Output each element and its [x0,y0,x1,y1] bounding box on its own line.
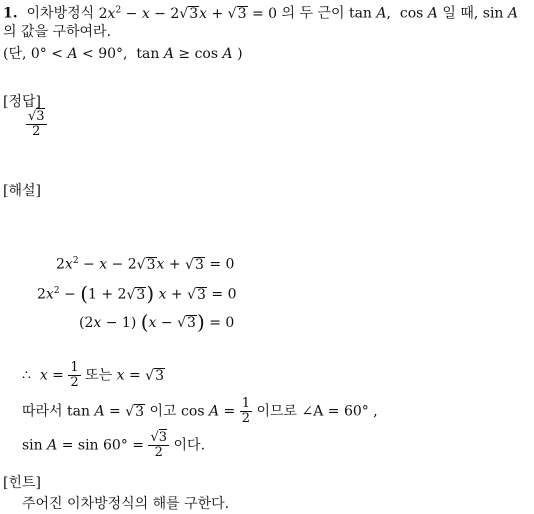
condition-open: (단, [3,46,27,62]
condition-close: ) [237,46,243,62]
solution-roots: ∴ x = $\frac{1}{2}$ 또는 x = √3 [22,360,164,390]
equation: $2x^2 - x - 2√3x + √3 = 0$ [98,5,278,22]
therefore-text: 따라서 [22,403,63,420]
end-text: 이다. [173,437,206,454]
solution-step-3: (2x − 1) (x − √3) = 0 [79,310,235,334]
answer-numerator: 3 [36,109,45,124]
angle-result: ∠A = 60° , [301,403,378,420]
so-text: 이므로 [256,403,298,420]
problem-number: 1. [3,5,18,22]
solution-label: [해설] [3,183,41,199]
problem-text-a: 이차방정식 [26,5,95,22]
answer-denominator: 2 [32,124,41,139]
hint-text: 주어진 이차방정식의 해를 구한다. [22,496,230,512]
problem-line-1: 1. 이차방정식 $2x^2 - x - 2√3x + √3 = 0$ 의 두 근이 tan A, cos A 일 때, sin A [3,5,519,22]
solution-therefore: 따라서 tan A = √3 이고 cos A = $\frac{1}{2}$ 이므로 ∠A = 60° , [22,396,378,426]
solution-final: sin A = sin 60° = $\frac{√3}{2}$ 이다. [22,430,206,460]
problem-condition: (단, 0° < A < 90°, tan A ≥ cos A ) [3,46,243,62]
and-text: 이고 [149,403,177,420]
hint-label: [힌트] [3,475,41,491]
answer-fraction: $\frac{√3}{2}$ [28,109,45,139]
problem-text-b: 의 두 근이 [281,5,345,22]
solution-step-1: $2x^2 - x - 2√3x + √3 = 0$ [56,256,235,273]
answer-value [26,110,47,139]
problem-line-2: 의 값을 구하여라. [3,24,112,40]
answer-label: [정답] [3,94,41,110]
problem-text-c: 일 때, [442,5,479,22]
solution-step-2: $2x^2 - (1 + 2√3) x + √3 = 0$ [37,281,237,306]
or-text: 또는 [85,367,113,384]
